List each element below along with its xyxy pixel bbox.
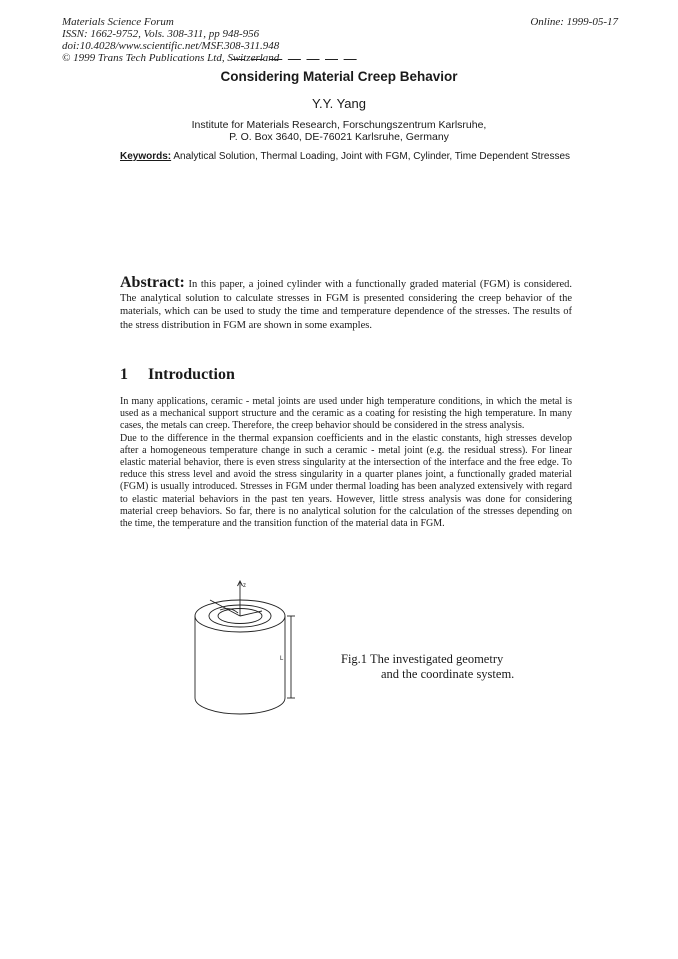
- journal-issn: ISSN: 1662-9752, Vols. 308-311, pp 948-956: [62, 28, 260, 40]
- affiliation-line-1: Institute for Materials Research, Forschungszentrum Karlsruhe,: [191, 119, 487, 131]
- z-axis-label: z: [243, 583, 246, 589]
- radius-line: [210, 600, 240, 616]
- abstract-label: Abstract:: [120, 274, 185, 291]
- author-affiliation: [0, 119, 678, 143]
- bottom-edge: [195, 698, 285, 714]
- journal-doi: doi:10.4028/www.scientific.net/MSF.308-311.948: [62, 40, 280, 52]
- abstract-text: In this paper, a joined cylinder with a functionally graded material (FGM) is considered. The analytical solution to calculate stresses in FGM is presented considering the creep behavior of the materials, which can be used to study the time and temperature dependence of the stresses. The results of the stress distribution in FGM are shown in some examples.: [120, 279, 572, 331]
- title-cut-remnant: [232, 59, 532, 65]
- journal-name: Materials Science Forum: [62, 16, 174, 28]
- angle-line: [240, 611, 262, 616]
- abstract: [120, 276, 572, 332]
- affiliation-line-2: P. O. Box 3640, DE-76021 Karlsruhe, Germany: [229, 131, 449, 143]
- paper-author: Y.Y. Yang: [312, 96, 366, 111]
- keywords: [120, 151, 575, 162]
- caption-line-1: Fig.1 The investigated geometry: [341, 652, 504, 666]
- keywords-label: Keywords:: [120, 151, 172, 162]
- paragraph: Due to the difference in the thermal expansion coefficients and in the elastic constants, high stresses develop after a homogeneous temperature change in such a ceramic - metal joint (e.g. the residual stress). For linear elastic material behavior, there is even stress singularity at the intersection of the interface and the free edge. To reduce this stress level and avoid the stress singularity in a quarter planes joint, a functionally graded material (FGM) is usually introduced. Stresses in FGM under thermal loading has been analyzed extensively with regard to elastic material behaviors in the past ten years. However, little stress analysis was done for considering material creep behaviors. So far, there is no analytical solution for the calculation of the stresses depending on the time, the temperature and the transition function of the material data in FGM.: [120, 432, 572, 530]
- figure-caption: [341, 652, 514, 682]
- section-heading: [120, 366, 235, 384]
- caption-line-2: and the coordinate system.: [381, 667, 515, 681]
- journal-header: [62, 16, 279, 64]
- online-date: Online: 1999-05-17: [530, 16, 618, 28]
- section-title: Introduction: [148, 366, 235, 383]
- paragraph: In many applications, ceramic - metal joints are used under high temperature conditions, in which the metal is used as a mechanical support structure and the ceramic as a coating for resisting the high temperature. In many cases, the metals can creep. Therefore, the creep behavior should be considered in the stress analysis.: [120, 396, 572, 432]
- paper-title: Considering Material Creep Behavior: [220, 69, 458, 84]
- keywords-text: Analytical Solution, Thermal Loading, Joint with FGM, Cylinder, Time Dependent Stresses: [173, 151, 571, 162]
- length-label: L: [280, 656, 284, 662]
- section-body: [120, 396, 572, 530]
- journal-copyright: © 1999 Trans Tech Publications Ltd, Switzerland: [62, 52, 280, 64]
- cylinder-figure: [180, 580, 310, 730]
- section-number: 1: [120, 366, 128, 383]
